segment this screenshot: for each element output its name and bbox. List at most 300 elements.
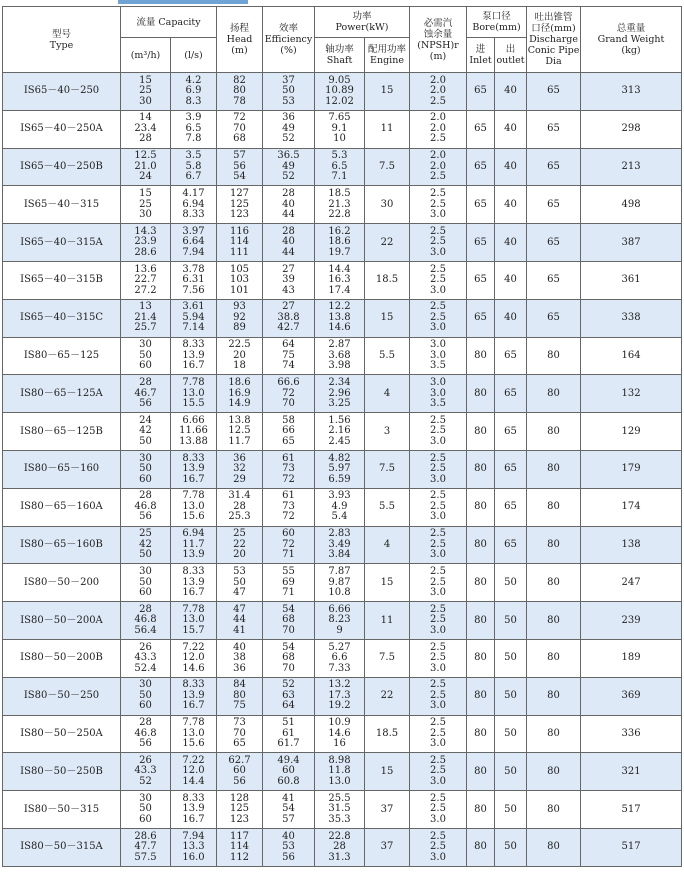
weight-cell: 338	[581, 299, 682, 337]
npsh-cell-value: 3.0	[430, 738, 446, 750]
shaft-power-cell-value: 2.45	[328, 435, 351, 447]
efficiency-cell-value: 58	[282, 414, 295, 426]
capacity-m3h-cell-value: 56	[139, 398, 152, 410]
head-cell-value: 68	[233, 133, 246, 145]
capacity-m3h-cell-value: 50	[139, 463, 152, 475]
npsh-cell-value: 2.5	[430, 171, 446, 183]
head-cell	[217, 148, 263, 186]
efficiency-cell-value: 54	[282, 803, 295, 815]
efficiency-cell-value: 44	[282, 209, 295, 221]
head-cell	[217, 677, 263, 715]
npsh-cell	[410, 299, 467, 337]
npsh-cell-value: 2.5	[430, 803, 446, 815]
table-row	[3, 224, 682, 262]
outlet-cell: 65	[495, 488, 527, 526]
capacity-ls-cell	[171, 677, 217, 715]
outlet-cell: 50	[495, 639, 527, 677]
head-cell-value: 11.7	[228, 435, 251, 447]
table-row	[3, 639, 682, 677]
capacity-m3h-cell-value: 28	[139, 377, 152, 389]
shaft-power-cell	[315, 526, 365, 564]
npsh-cell-value: 2.5	[430, 792, 446, 804]
capacity-m3h-cell-value: 25	[139, 85, 152, 97]
npsh-cell-value: 2.5	[430, 236, 446, 248]
capacity-ls-cell-value: 7.8	[185, 133, 202, 145]
capacity-m3h-cell-value: 60	[139, 813, 152, 825]
capacity-ls-cell-value: 8.3	[185, 95, 202, 107]
shaft-power-cell-value: 6.59	[328, 473, 351, 485]
capacity-ls-cell-value: 16.7	[182, 473, 205, 485]
npsh-cell-value: 2.5	[430, 301, 446, 313]
efficiency-cell-value: 52	[282, 171, 295, 183]
head-cell-value: 25	[233, 528, 246, 540]
capacity-m3h-cell	[121, 337, 171, 375]
npsh-cell	[410, 791, 467, 829]
capacity-m3h-cell-value: 28	[139, 490, 152, 502]
outlet-cell: 40	[495, 186, 527, 224]
shaft-power-cell-value: 2.16	[328, 425, 351, 437]
engine-power-cell: 18.5	[365, 261, 410, 299]
efficiency-cell-value: 66	[282, 425, 295, 437]
inlet-cell: 65	[467, 186, 495, 224]
capacity-ls-cell-value: 15.6	[182, 738, 205, 750]
discharge-cell: 80	[527, 450, 581, 488]
discharge-cell: 80	[527, 375, 581, 413]
efficiency-cell	[263, 224, 315, 262]
npsh-cell	[410, 450, 467, 488]
capacity-ls-cell-value: 3.5	[185, 150, 202, 162]
efficiency-cell-value: 61	[282, 452, 295, 464]
shaft-power-cell-value: 6.6	[331, 652, 348, 664]
capacity-m3h-cell-value: 21.4	[134, 311, 157, 323]
head-cell-value: 22.5	[228, 339, 251, 351]
npsh-cell-value: 3.0	[430, 662, 446, 674]
capacity-m3h-cell-value: 60	[139, 473, 152, 485]
npsh-cell-value: 2.5	[430, 614, 446, 626]
capacity-ls-cell	[171, 186, 217, 224]
head-cell	[217, 564, 263, 602]
capacity-ls-cell-value: 8.33	[182, 209, 205, 221]
efficiency-cell	[263, 828, 315, 866]
shaft-power-cell-value: 31.3	[328, 851, 351, 863]
engine-power-cell: 18.5	[365, 715, 410, 753]
efficiency-cell-value: 73	[282, 463, 295, 475]
efficiency-cell-value: 68	[282, 614, 295, 626]
table-row	[3, 564, 682, 602]
head-cell-value: 117	[229, 830, 250, 842]
inlet-cell: 80	[467, 526, 495, 564]
efficiency-cell-value: 68	[282, 652, 295, 664]
shaft-power-cell	[315, 224, 365, 262]
efficiency-cell-value: 74	[282, 360, 295, 372]
capacity-m3h-cell-value: 30	[139, 339, 152, 351]
capacity-m3h-cell-value: 28	[139, 133, 152, 145]
head-cell-value: 105	[229, 263, 250, 275]
capacity-m3h-cell-value: 46.8	[134, 727, 157, 739]
efficiency-cell	[263, 753, 315, 791]
efficiency-cell-value: 36.5	[277, 150, 300, 162]
npsh-cell	[410, 602, 467, 640]
shaft-power-cell-value: 14.4	[328, 263, 351, 275]
engine-power-cell: 22	[365, 224, 410, 262]
capacity-m3h-cell	[121, 488, 171, 526]
npsh-cell-value: 2.5	[430, 727, 446, 739]
npsh-cell	[410, 753, 467, 791]
table-header	[3, 7, 682, 73]
npsh-cell	[410, 73, 467, 111]
inlet-cell: 80	[467, 564, 495, 602]
capacity-ls-cell-value: 4.2	[185, 74, 202, 86]
shaft-power-cell-value: 16.2	[328, 225, 351, 237]
shaft-power-cell-value: 5.27	[328, 641, 351, 653]
capacity-m3h-cell	[121, 791, 171, 829]
shaft-power-cell-value: 25.5	[328, 792, 351, 804]
shaft-power-cell-value: 13.2	[328, 679, 351, 691]
outlet-cell: 50	[495, 791, 527, 829]
capacity-m3h-cell-value: 30	[139, 792, 152, 804]
head-cell-value: 116	[229, 225, 250, 237]
inlet-cell: 80	[467, 715, 495, 753]
discharge-cell: 80	[527, 337, 581, 375]
efficiency-cell	[263, 450, 315, 488]
efficiency-cell-value: 49	[282, 160, 295, 172]
capacity-ls-cell-value: 11.7	[182, 538, 205, 550]
capacity-m3h-cell-value: 30	[139, 452, 152, 464]
type-cell: IS80－50－200	[3, 564, 121, 602]
engine-power-cell: 4	[365, 526, 410, 564]
shaft-power-cell	[315, 602, 365, 640]
npsh-cell	[410, 828, 467, 866]
shaft-power-cell-value: 14.6	[328, 322, 351, 334]
table-row	[3, 413, 682, 451]
efficiency-cell-value: 49.4	[277, 754, 300, 766]
efficiency-cell-value: 27	[282, 301, 295, 313]
discharge-header: 吐出锥管 口径(mm) Discharge Conic Pipe Dia	[527, 7, 581, 73]
efficiency-cell-value: 63	[282, 689, 295, 701]
capacity-m3h-cell-value: 14	[139, 112, 152, 124]
table-row	[3, 715, 682, 753]
capacity-ls-cell	[171, 148, 217, 186]
capacity-m3h-cell-value: 23.9	[134, 236, 157, 248]
table-row	[3, 261, 682, 299]
head-cell-value: 16.9	[228, 387, 251, 399]
type-cell: IS80－50－200A	[3, 602, 121, 640]
outlet-cell: 50	[495, 677, 527, 715]
capacity-ls-cell-value: 13.0	[182, 727, 205, 739]
shaft-power-cell	[315, 715, 365, 753]
capacity-m3h-cell-value: 28	[139, 717, 152, 729]
engine-power-cell: 4	[365, 375, 410, 413]
capacity-m3h-cell-value: 26	[139, 641, 152, 653]
capacity-m3h-cell-value: 24	[139, 414, 152, 426]
pump-spec-table	[2, 6, 682, 867]
discharge-cell: 80	[527, 828, 581, 866]
outlet-cell: 65	[495, 526, 527, 564]
head-cell-value: 56	[233, 160, 246, 172]
head-cell-value: 72	[233, 112, 246, 124]
capacity-ls-cell-value: 14.6	[182, 662, 205, 674]
shaft-power-cell-value: 21.3	[328, 198, 351, 210]
shaft-power-cell-value: 19.2	[328, 700, 351, 712]
capacity-ls-cell-value: 3.9	[185, 112, 202, 124]
capacity-ls-cell-value: 7.78	[182, 603, 205, 615]
capacity-m3h-cell-value: 57.5	[134, 851, 157, 863]
inlet-cell: 80	[467, 753, 495, 791]
capacity-ls-cell-value: 7.22	[182, 754, 205, 766]
discharge-cell: 65	[527, 299, 581, 337]
capacity-ls-cell-value: 7.78	[182, 490, 205, 502]
discharge-cell: 65	[527, 148, 581, 186]
npsh-cell	[410, 526, 467, 564]
head-cell-value: 44	[233, 614, 246, 626]
npsh-cell-value: 3.0	[430, 209, 446, 221]
engine-power-cell: 7.5	[365, 639, 410, 677]
efficiency-cell-value: 50	[282, 85, 295, 97]
capacity-m3h-cell-value: 42	[139, 425, 152, 437]
capacity-m3h-cell	[121, 753, 171, 791]
capacity-ls-cell-value: 13.0	[182, 614, 205, 626]
head-cell-value: 18	[233, 360, 246, 372]
npsh-cell-value: 2.0	[430, 112, 446, 124]
npsh-cell-value: 2.0	[430, 122, 446, 134]
efficiency-cell-value: 72	[282, 387, 295, 399]
efficiency-cell-value: 52	[282, 679, 295, 691]
npsh-cell-value: 3.0	[430, 435, 446, 447]
outlet-cell: 65	[495, 375, 527, 413]
capacity-ls-cell	[171, 488, 217, 526]
npsh-cell-value: 2.5	[430, 765, 446, 777]
efficiency-cell-value: 70	[282, 662, 295, 674]
efficiency-cell-value: 72	[282, 538, 295, 550]
head-cell	[217, 450, 263, 488]
weight-cell: 189	[581, 639, 682, 677]
capacity-ls-cell-value: 6.31	[182, 274, 205, 286]
inlet-cell: 65	[467, 299, 495, 337]
engine-power-cell: 37	[365, 791, 410, 829]
shaft-power-cell-value: 6.5	[331, 160, 348, 172]
efficiency-cell-value: 72	[282, 511, 295, 523]
capacity-ls-cell-value: 6.9	[185, 85, 202, 97]
npsh-cell-value: 2.5	[430, 225, 446, 237]
capacity-ls-cell-value: 13.9	[182, 576, 205, 588]
engine-power-cell: 5.5	[365, 488, 410, 526]
npsh-cell-value: 3.5	[430, 398, 446, 410]
capacity-m3h-cell-value: 25.7	[134, 322, 157, 334]
shaft-power-cell-value: 2.87	[328, 339, 351, 351]
shaft-power-cell-value: 3.25	[328, 398, 351, 410]
head-cell-value: 73	[233, 717, 246, 729]
type-cell: IS65－40－315C	[3, 299, 121, 337]
discharge-cell: 80	[527, 639, 581, 677]
npsh-cell-value: 2.5	[430, 566, 446, 577]
efficiency-cell-value: 56	[282, 851, 295, 863]
capacity-ls-header: (l/s)	[171, 38, 217, 73]
shaft-power-cell	[315, 299, 365, 337]
capacity-ls-cell-value: 12.0	[182, 652, 205, 664]
shaft-power-cell	[315, 413, 365, 451]
efficiency-header: 效率 Efficiency (%)	[263, 7, 315, 73]
capacity-ls-cell	[171, 791, 217, 829]
capacity-m3h-cell-value: 46.8	[134, 500, 157, 512]
discharge-cell: 65	[527, 110, 581, 148]
capacity-m3h-cell	[121, 715, 171, 753]
head-cell-value: 75	[233, 700, 246, 712]
capacity-ls-cell-value: 13.9	[182, 463, 205, 475]
power-header: 功率 Power(kW)	[315, 7, 410, 38]
head-cell-value: 125	[229, 803, 250, 815]
shaft-power-cell-value: 10.89	[325, 85, 354, 97]
capacity-m3h-cell-value: 52.4	[134, 662, 157, 674]
capacity-m3h-cell-value: 13	[139, 301, 152, 313]
head-cell-value: 82	[233, 74, 246, 86]
npsh-cell-value: 2.5	[430, 311, 446, 323]
discharge-cell: 80	[527, 791, 581, 829]
shaft-power-cell	[315, 375, 365, 413]
table-row	[3, 375, 682, 413]
shaft-power-cell-value: 9.05	[328, 74, 351, 86]
capacity-ls-cell	[171, 299, 217, 337]
inlet-cell: 65	[467, 148, 495, 186]
npsh-cell-value: 3.0	[430, 851, 446, 863]
inlet-cell: 80	[467, 337, 495, 375]
efficiency-cell-value: 61.7	[277, 738, 300, 750]
npsh-cell-value: 2.5	[430, 603, 446, 615]
head-cell-value: 89	[233, 322, 246, 334]
capacity-m3h-cell	[121, 828, 171, 866]
capacity-m3h-cell-value: 50	[139, 576, 152, 588]
head-cell-value: 56	[233, 775, 246, 787]
top-accent-bar	[118, 0, 248, 4]
shaft-power-cell-value: 22.8	[328, 209, 351, 221]
npsh-cell-value: 2.5	[430, 490, 446, 502]
shaft-power-cell-value: 2.83	[328, 528, 351, 540]
shaft-power-cell-value: 5.97	[328, 463, 351, 475]
head-cell	[217, 488, 263, 526]
capacity-m3h-cell	[121, 299, 171, 337]
efficiency-cell-value: 71	[282, 587, 295, 598]
weight-cell: 132	[581, 375, 682, 413]
efficiency-cell-value: 44	[282, 246, 295, 258]
capacity-ls-cell-value: 3.97	[182, 225, 205, 237]
type-cell: IS80－50－250B	[3, 753, 121, 791]
efficiency-cell-value: 36	[282, 112, 295, 124]
efficiency-cell	[263, 602, 315, 640]
efficiency-cell-value: 57	[282, 813, 295, 825]
table-row	[3, 337, 682, 375]
head-cell-value: 25.3	[228, 511, 251, 523]
efficiency-cell-value: 64	[282, 700, 295, 712]
inlet-cell: 65	[467, 224, 495, 262]
npsh-cell	[410, 564, 467, 602]
efficiency-cell-value: 41	[282, 792, 295, 804]
engine-power-cell: 3	[365, 413, 410, 451]
head-cell	[217, 602, 263, 640]
head-cell-value: 111	[229, 246, 250, 258]
head-cell	[217, 375, 263, 413]
head-cell-value: 103	[229, 274, 250, 286]
weight-cell: 517	[581, 828, 682, 866]
capacity-m3h-cell	[121, 677, 171, 715]
capacity-m3h-cell-value: 15	[139, 74, 152, 86]
outlet-cell: 40	[495, 73, 527, 111]
type-cell: IS65－40－250	[3, 73, 121, 111]
shaft-power-cell-value: 6.66	[328, 603, 351, 615]
capacity-ls-cell	[171, 224, 217, 262]
efficiency-cell	[263, 261, 315, 299]
capacity-m3h-cell	[121, 639, 171, 677]
outlet-cell: 50	[495, 564, 527, 602]
shaft-power-cell-value: 14.6	[328, 727, 351, 739]
table-row	[3, 110, 682, 148]
npsh-cell-value: 2.5	[430, 133, 446, 145]
type-cell: IS80－50－315A	[3, 828, 121, 866]
head-cell-value: 28	[233, 500, 246, 512]
npsh-cell-value: 2.5	[430, 500, 446, 512]
shaft-power-cell-value: 11.8	[328, 765, 351, 777]
type-cell: IS80－65－160	[3, 450, 121, 488]
efficiency-cell-value: 71	[282, 549, 295, 561]
shaft-power-cell-value: 13.8	[328, 311, 351, 323]
head-cell-value: 125	[229, 198, 250, 210]
weight-cell: 213	[581, 148, 682, 186]
capacity-m3h-cell	[121, 110, 171, 148]
npsh-cell-value: 3.0	[430, 322, 446, 334]
capacity-m3h-cell-value: 42	[139, 538, 152, 550]
outlet-cell: 50	[495, 602, 527, 640]
capacity-ls-cell-value: 7.78	[182, 717, 205, 729]
type-cell: IS65－40－315A	[3, 224, 121, 262]
efficiency-cell	[263, 791, 315, 829]
shaft-power-cell-value: 9.1	[331, 122, 348, 134]
efficiency-cell-value: 39	[282, 274, 295, 286]
shaft-power-cell-value: 7.87	[328, 566, 351, 577]
npsh-cell-value: 2.5	[430, 414, 446, 426]
capacity-ls-cell-value: 6.94	[182, 528, 205, 540]
type-cell: IS80－50－200B	[3, 639, 121, 677]
head-cell-value: 123	[229, 813, 250, 825]
weight-cell: 369	[581, 677, 682, 715]
npsh-cell-value: 2.5	[430, 528, 446, 540]
capacity-m3h-cell-value: 43.3	[134, 652, 157, 664]
efficiency-cell-value: 60	[282, 528, 295, 540]
npsh-cell-value: 3.0	[430, 511, 446, 523]
npsh-cell-value: 2.0	[430, 160, 446, 172]
shaft-power-cell	[315, 791, 365, 829]
efficiency-cell-value: 42.7	[277, 322, 300, 334]
npsh-cell-value: 2.0	[430, 85, 446, 97]
npsh-cell	[410, 677, 467, 715]
weight-cell: 179	[581, 450, 682, 488]
capacity-m3h-cell-value: 23.4	[134, 122, 157, 134]
discharge-cell: 65	[527, 186, 581, 224]
npsh-cell	[410, 148, 467, 186]
outlet-cell: 50	[495, 753, 527, 791]
capacity-ls-cell-value: 8.33	[182, 339, 205, 351]
npsh-cell-value: 2.5	[430, 463, 446, 475]
efficiency-cell-value: 64	[282, 339, 295, 351]
shaft-power-cell-value: 3.93	[328, 490, 351, 502]
efficiency-cell-value: 61	[282, 490, 295, 502]
capacity-m3h-cell-value: 28	[139, 603, 152, 615]
capacity-m3h-cell	[121, 413, 171, 451]
inlet-cell: 80	[467, 375, 495, 413]
capacity-ls-cell-value: 3.78	[182, 263, 205, 275]
capacity-ls-cell	[171, 413, 217, 451]
npsh-cell	[410, 110, 467, 148]
efficiency-cell-value: 54	[282, 641, 295, 653]
capacity-ls-cell-value: 13.0	[182, 500, 205, 512]
efficiency-cell-value: 52	[282, 133, 295, 145]
